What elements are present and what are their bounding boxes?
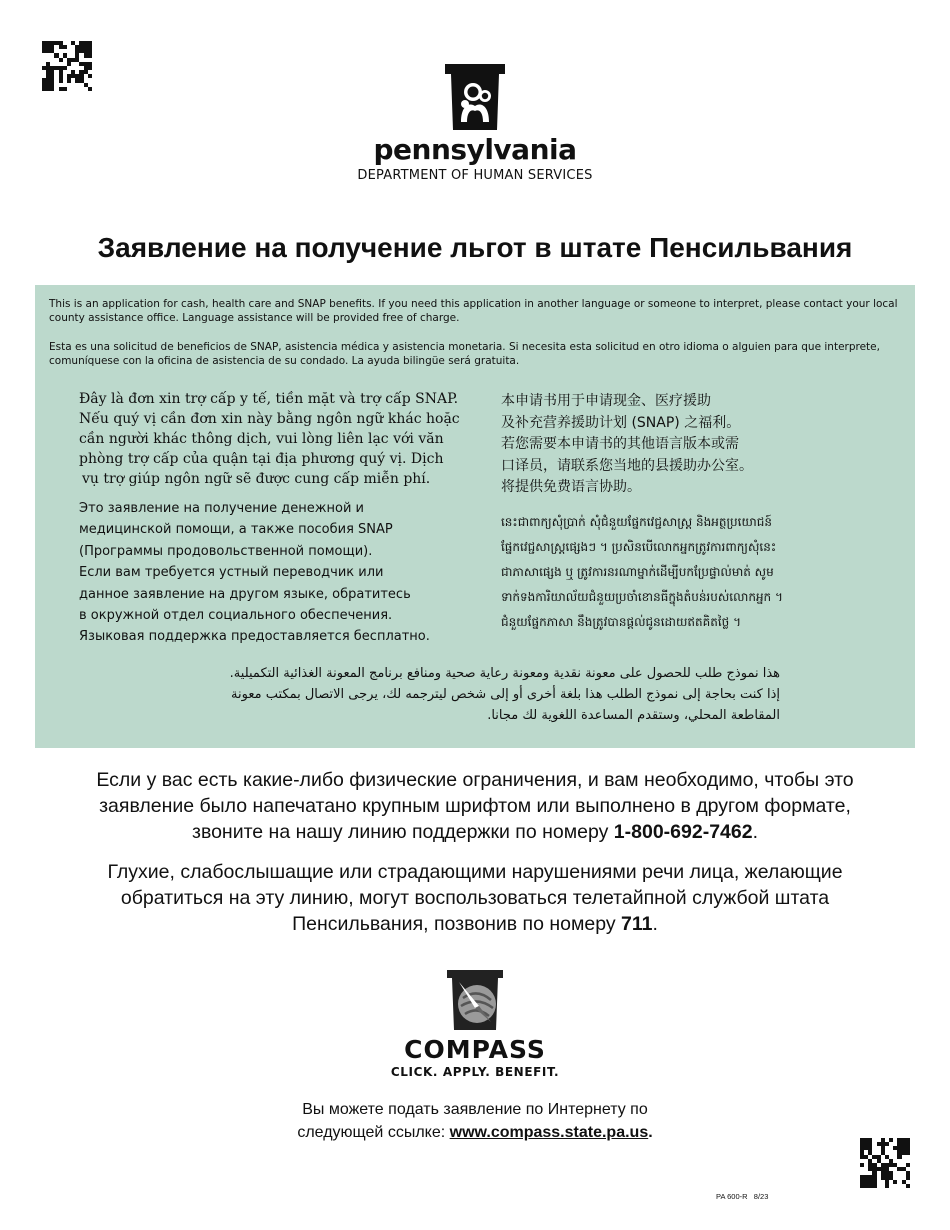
qr-code-icon bbox=[860, 1138, 910, 1188]
paragraph-line: Вы можете подать заявление по Интернету по bbox=[302, 1101, 648, 1118]
chinese-notice bbox=[501, 391, 861, 499]
chinese-line: 本申请书用于申请现金、医疗援助 bbox=[501, 393, 711, 409]
khmer-line: ផ្នែកវេជ្ជសាស្ត្រផ្សេងៗ ។ ប្រសិនបើលោកអ្នកត្រូវការពាក្យសុំនេះ bbox=[501, 540, 777, 554]
vietnamese-line: Đây là đơn xin trợ cấp y tế, tiền mặt và trợ cấp SNAP. bbox=[79, 391, 459, 407]
arabic-notice bbox=[155, 663, 780, 726]
vietnamese-line: cần người khác thông dịch, vui lòng liên lạc với văn bbox=[79, 431, 444, 447]
tty-paragraph bbox=[40, 859, 910, 937]
paragraph-text: . bbox=[652, 913, 658, 935]
paragraph-line bbox=[0, 1121, 950, 1144]
khmer-line: ទាក់ទងការិយាល័យជំនួយប្រចាំខោនធីក្នុងតំបន់របស់លោកអ្នក ។ bbox=[501, 590, 783, 604]
agency-subtitle: DEPARTMENT OF HUMAN SERVICES bbox=[357, 168, 593, 183]
tty-number: 711 bbox=[621, 913, 653, 935]
paragraph-text: . bbox=[752, 821, 758, 843]
russian-line: Если вам требуется устный переводчик или bbox=[79, 565, 384, 581]
khmer-notice bbox=[501, 510, 861, 635]
large-print-paragraph bbox=[40, 767, 910, 845]
paragraph-text: . bbox=[648, 1124, 653, 1141]
paragraph-line: Глухие, слабослышащие или страдающими нарушениями речи лица, желающие bbox=[107, 861, 843, 883]
vietnamese-line: phòng trợ cấp của quận tại địa phương quý vị. Dịch bbox=[79, 451, 444, 467]
compass-keystone-icon bbox=[445, 968, 505, 1032]
paragraph-line: Если у вас есть какие-либо физические ограничения, и вам необходимо, чтобы это bbox=[96, 769, 854, 791]
paragraph-text: следующей ссылке: bbox=[297, 1124, 450, 1141]
language-notice-box bbox=[35, 285, 915, 748]
russian-line: медицинской помощи, а также пособия SNAP bbox=[79, 522, 393, 538]
paragraph-text: Пенсильвания, позвонив по номеру bbox=[292, 913, 621, 935]
compass-logo bbox=[0, 968, 950, 1079]
paragraph-text: звоните на нашу линию поддержки по номеру bbox=[192, 821, 614, 843]
compass-link[interactable]: www.compass.state.pa.us bbox=[449, 1124, 649, 1141]
vietnamese-line: vụ trợ giúp ngôn ngữ sẽ được cung cấp miễn phí. bbox=[82, 471, 431, 487]
agency-name: pennsylvania bbox=[373, 133, 577, 166]
russian-line: Языковая поддержка предоставляется бесплатно. bbox=[79, 629, 430, 645]
vietnamese-line: Nếu quý vị cần đơn xin này bằng ngôn ngữ khác hoặc bbox=[79, 411, 460, 427]
arabic-line: هذا نموذج طلب للحصول على معونة نقدية ومعونة رعاية صحية ومنافع برنامج المعونة الغذائية التكميلية. bbox=[229, 666, 780, 681]
arabic-line: إذا كنت بحاجة إلى نموذج الطلب هذا بلغة أخرى أو إلى شخص ليترجمه لك، يرجى الاتصال بمكتب معونة bbox=[231, 687, 780, 702]
russian-line: данное заявление на другом языке, обратитесь bbox=[79, 586, 411, 602]
paragraph-line bbox=[40, 819, 910, 845]
compass-tagline: CLICK. APPLY. BENEFIT. bbox=[390, 1065, 560, 1079]
keystone-family-icon bbox=[443, 62, 507, 132]
chinese-line: 若您需要本申请书的其他语言版本或需 bbox=[501, 436, 739, 452]
russian-line: (Программы продовольственной помощи). bbox=[79, 543, 373, 559]
khmer-line: ជាភាសាផ្សេង ឬ ត្រូវការនរណាម្នាក់ដើម្បីបកប្រែផ្ទាល់មាត់ សូម bbox=[501, 565, 774, 579]
khmer-line: នេះជាពាក្យសុំប្រាក់ សុំជំនួយផ្នែកវេជ្ជសាស្ត្រ និងអត្ថប្រយោជន៍ bbox=[501, 515, 772, 529]
paragraph-line: обратиться на эту линию, могут воспользоваться телетайпной службой штата bbox=[120, 887, 830, 909]
arabic-line: المقاطعة المحلي، وستقدم المساعدة اللغوية لك مجانا. bbox=[487, 708, 780, 723]
support-phone-number: 1-800-692-7462 bbox=[613, 821, 753, 843]
form-code: PA 600-R 8/23 bbox=[716, 1192, 769, 1201]
russian-line: Это заявление на получение денежной и bbox=[79, 501, 364, 516]
russian-notice bbox=[79, 498, 489, 648]
paragraph-line: заявление было напечатано крупным шрифтом или выполнено в другом формате, bbox=[99, 795, 851, 817]
qr-module bbox=[906, 1184, 910, 1188]
chinese-line: 口译员，请联系您当地的县援助办公室。 bbox=[501, 457, 753, 474]
vietnamese-notice bbox=[79, 389, 479, 489]
compass-name: COMPASS bbox=[404, 1035, 546, 1064]
chinese-line: 将提供免费语言协助。 bbox=[501, 479, 641, 495]
dhs-logo bbox=[0, 62, 950, 183]
russian-line: в окружной отдел социального обеспечения. bbox=[79, 608, 393, 624]
chinese-line: 及补充营养援助计划 (SNAP) 之福利。 bbox=[501, 414, 741, 431]
khmer-line: ជំនួយផ្នែកភាសា នឹងត្រូវបានផ្តល់ជូនដោយឥតគិតថ្លៃ ។ bbox=[501, 615, 742, 629]
page-title: Заявление на получение льгот в штате Пенсильвания bbox=[97, 232, 853, 263]
online-application-paragraph bbox=[0, 1098, 950, 1144]
english-notice: This is an application for cash, health care and SNAP benefits. If you need this application in another language or someone to interpret, please contact your local county assistance office. Language assistance will be provided free of charge. bbox=[49, 298, 898, 324]
paragraph-line bbox=[40, 911, 910, 937]
spanish-notice: Esta es una solicitud de beneficios de SNAP, asistencia médica y asistencia monetaria. Si necesita esta solicitud en otro idioma o alguien para que interprete, comuníquese con la oficina de asistencia de su condado. La ayuda bilingüe será gratuita. bbox=[49, 341, 880, 367]
